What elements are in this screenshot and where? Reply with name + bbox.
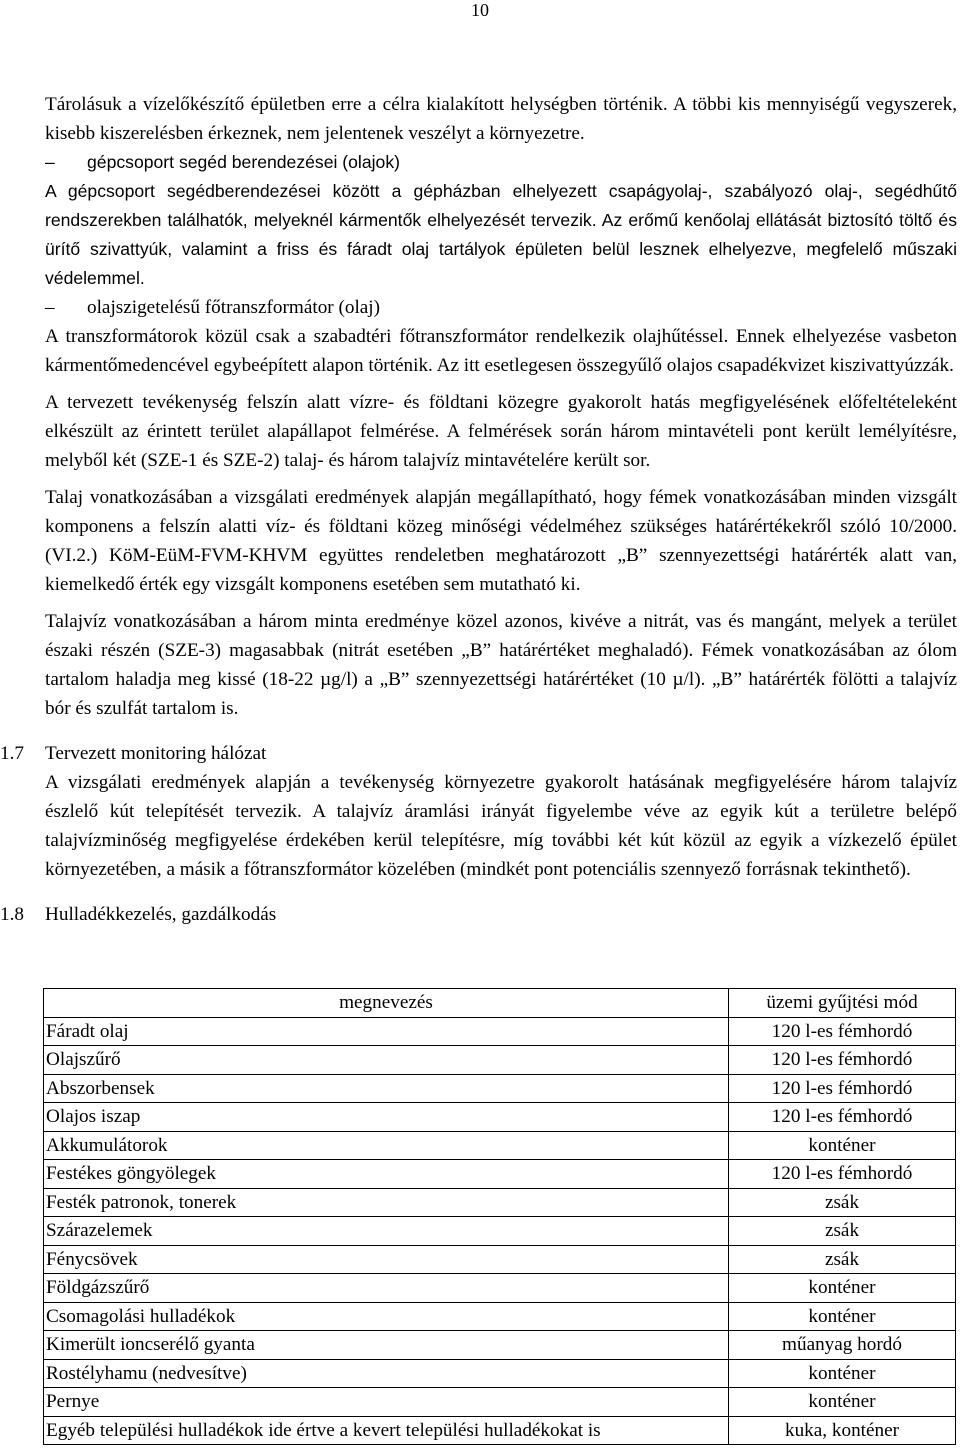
dash-item-heading-text: olajszigetelésű főtranszformátor (olaj) — [87, 297, 381, 318]
column-header-collection: üzemi gyűjtési mód — [729, 989, 956, 1018]
collection-mode-cell: zsák — [729, 1245, 956, 1274]
waste-name-cell: Festékes göngyölegek — [44, 1160, 729, 1189]
table-row — [44, 1245, 956, 1274]
collection-mode-cell: 120 l-es fémhordó — [729, 1103, 956, 1132]
table-row — [44, 1359, 956, 1388]
table-row — [44, 1274, 956, 1303]
table-row — [44, 1046, 956, 1075]
table-row — [44, 1103, 956, 1132]
waste-name-cell: Kimerült ioncserélő gyanta — [44, 1331, 729, 1360]
collection-mode-cell: 120 l-es fémhordó — [729, 1017, 956, 1046]
collection-mode-cell: konténer — [729, 1274, 956, 1303]
table-row — [44, 1302, 956, 1331]
dash-item-heading-2 — [45, 293, 957, 322]
table-row — [44, 1160, 956, 1189]
waste-name-cell: Fénycsövek — [44, 1245, 729, 1274]
waste-name-cell: Pernye — [44, 1388, 729, 1417]
paragraph-1: A tervezett tevékenység felszín alatt vízre- és földtani közegre gyakorolt hatás megfigyelésének előfeltételeként elkészült az érintett terület alapállapot felmérése. A felmérések során három mintavételi pont került lemélyítésre, melyből két (SZE-1 és SZE-2) talaj- és három talajvíz mintavételére került sor. — [45, 392, 957, 471]
dash-item-body-2: A transzformátorok közül csak a szabadtéri főtranszformátor rendelkezik olajhűtéssel. Ennek elhelyezése vasbeton kármentőmedencével egybeépített alapon történik. Az itt esetlegesen összegyűlő olajos csapadékvizet kiszivattyúzzák. — [45, 326, 957, 376]
section-number: 1.7 — [0, 743, 24, 764]
dash-item-body-1: A gépcsoport segédberendezései között a gépházban elhelyezett csapágyolaj-, szabályozó olaj-, segédhűtő rendszerekben találhatók, melyeknél kármentők elhelyezését tervezik. Az erőmű kenőolaj ellátását biztosító töltő és ürítő szivattyúk, valamint a friss és fáradt olaj tartályok épületen belül lesznek elhelyezve, megfelelő műszaki védelemmel. — [45, 181, 957, 288]
table-header-row — [44, 989, 956, 1018]
collection-mode-cell: 120 l-es fémhordó — [729, 1046, 956, 1075]
waste-name-cell: Csomagolási hulladékok — [44, 1302, 729, 1331]
collection-mode-cell: konténer — [729, 1388, 956, 1417]
column-header-name: megnevezés — [44, 989, 729, 1018]
waste-name-cell: Olajszűrő — [44, 1046, 729, 1075]
collection-mode-cell: zsák — [729, 1217, 956, 1246]
waste-name-cell: Szárazelemek — [44, 1217, 729, 1246]
section-heading-1-8 — [0, 900, 957, 929]
collection-mode-cell: műanyag hordó — [729, 1331, 956, 1360]
waste-name-cell: Rostélyhamu (nedvesítve) — [44, 1359, 729, 1388]
paragraph-2: Talaj vonatkozásában a vizsgálati eredmények alapján megállapítható, hogy fémek vonatkozásában minden vizsgált komponens a felszín alatti víz- és földtani közeg minőségi védelméhez szükséges határértékekről szóló 10/2000. (VI.2.) KöM-EüM-FVM-KHVM együttes rendeletben meghatározott „B” szennyezettségi határérték alatt van, kiemelkedő érték egy vizsgált komponens esetében sem mutatható ki. — [45, 487, 957, 595]
waste-table — [43, 988, 956, 1445]
waste-name-cell: Abszorbensek — [44, 1074, 729, 1103]
collection-mode-cell: 120 l-es fémhordó — [729, 1160, 956, 1189]
waste-name-cell: Akkumulátorok — [44, 1131, 729, 1160]
section-1-7-body: A vizsgálati eredmények alapján a tevékenység környezetre gyakorolt hatásának megfigyelésére három talajvíz észlelő kút telepítését tervezik. A talajvíz áramlási irányát figyelembe véve az egyik kút a területre belépő talajvízminőség megfigyelése érdekében kerül telepítésre, míg további két kút közül az egyik a vízkezelő épület környezetében, a másik a főtranszformátor közelében (mindkét pont potenciális szennyező forrásnak tekinthető). — [45, 772, 957, 880]
paragraph-3: Talajvíz vonatkozásában a három minta eredménye közel azonos, kivéve a nitrát, vas és mangánt, melyek a terület északi részén (SZE-3) magasabbak (nitrát esetében „B” határértéket meghaladó). Fémek vonatkozásában az ólom tartalom haladja meg kissé (18-22 µg/l) a „B” szennyezettségi határértéket (10 µ/l). „B” határérték fölötti a talajvíz bór és szulfát tartalom is. — [45, 611, 957, 719]
waste-name-cell: Olajos iszap — [44, 1103, 729, 1132]
collection-mode-cell: zsák — [729, 1188, 956, 1217]
table-row — [44, 1074, 956, 1103]
table-row — [44, 1017, 956, 1046]
waste-name-cell: Földgázszűrő — [44, 1274, 729, 1303]
waste-name-cell: Fáradt olaj — [44, 1017, 729, 1046]
dash-item-heading-text: gépcsoport segéd berendezései (olajok) — [87, 152, 400, 172]
table-row — [44, 1331, 956, 1360]
collection-mode-cell: kuka, konténer — [729, 1416, 956, 1445]
collection-mode-cell: konténer — [729, 1359, 956, 1388]
collection-mode-cell: 120 l-es fémhordó — [729, 1074, 956, 1103]
document-body — [0, 90, 957, 929]
dash-bullet: – — [45, 297, 55, 318]
waste-name-cell: Egyéb települési hulladékok ide értve a kevert települési hulladékokat is — [44, 1416, 729, 1445]
table-row — [44, 1388, 956, 1417]
collection-mode-cell: konténer — [729, 1302, 956, 1331]
table-body — [44, 1017, 956, 1445]
table-row — [44, 1416, 956, 1445]
waste-name-cell: Festék patronok, tonerek — [44, 1188, 729, 1217]
collection-mode-cell: konténer — [729, 1131, 956, 1160]
page-number: 10 — [471, 0, 489, 20]
section-heading-1-7 — [0, 739, 957, 768]
section-title: Hulladékkezelés, gazdálkodás — [45, 904, 277, 925]
intro-paragraph: Tárolásuk a vízelőkészítő épületben erre a célra kialakított helységben történik. A többi kis mennyiségű vegyszerek, kisebb kiszerelésben érkeznek, nem jelentenek veszélyt a környezetre. — [45, 94, 957, 144]
table-row — [44, 1217, 956, 1246]
dash-item-heading-1 — [45, 148, 957, 177]
table-row — [44, 1188, 956, 1217]
dash-bullet: – — [45, 152, 55, 172]
table-row — [44, 1131, 956, 1160]
section-number: 1.8 — [0, 904, 24, 925]
section-title: Tervezett monitoring hálózat — [45, 743, 267, 764]
